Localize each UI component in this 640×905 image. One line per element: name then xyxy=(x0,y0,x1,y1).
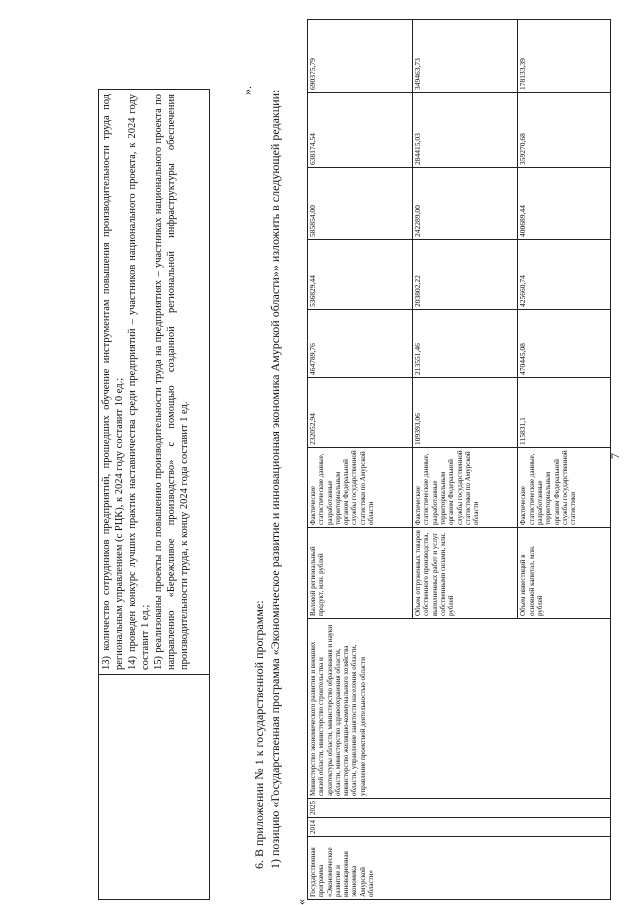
open-quote: « xyxy=(294,899,308,905)
result-item-14: 14) проведен конкурс лучших практик наставничества среди предприятий – участников национального проекта, к 2024 году составит 1 ед.; xyxy=(127,94,151,670)
source-cell: Фактические статистические данные, разработанные территориальным органом Федеральной службы государственной статистики xyxy=(518,448,611,528)
value-cell: 536829,44 xyxy=(308,240,413,310)
page-number: 7 xyxy=(608,453,622,459)
value-cell: 359270,68 xyxy=(518,93,611,168)
responsible-cell: Министерство экономического развития и внешних связей области, министерство строительства и архитектуры области, министерство образования и науки области, министерство здравоохранения области, министерство жилищно-коммунального хозяйства области, управление занятости населения области, управление проектной деятельностью области xyxy=(308,619,611,799)
indicator-cell: Валовой региональный продукт, млн. рублей xyxy=(308,528,413,619)
indicator-cell: Объем инвестиций в основной капитал, млн. рублей xyxy=(518,528,611,619)
value-cell: 464789,76 xyxy=(308,310,413,378)
value-cell: 638174,54 xyxy=(308,93,413,168)
program-table xyxy=(307,19,611,900)
table-row xyxy=(308,20,413,900)
source-cell: Фактические статистические данные, разработанные территориальным органом Федеральной службы государственной статистики по Амурской области xyxy=(308,448,413,528)
value-cell: 284415,03 xyxy=(413,93,518,168)
year-start-cell: 2014 xyxy=(308,818,611,837)
value-cell: 109393,06 xyxy=(413,378,518,448)
year-end-cell: 2025 xyxy=(308,799,611,818)
program-name-cell: Государственная программа «Экономическое развитие и инновационная экономика Амурской области» xyxy=(308,837,611,900)
source-cell: Фактические статистические данные, разработанные территориальным органом Федеральной службы государственной статистики по Амурской области xyxy=(413,448,518,528)
indicator-cell: Объем отгруженных товаров собственного производства, выполненных работ и услуг собственными силами, млн. рублей xyxy=(413,528,518,619)
closing-quote: ». xyxy=(240,86,254,95)
value-cell: 400689,44 xyxy=(518,168,611,240)
value-cell: 232052,94 xyxy=(308,378,413,448)
result-item-13: 13) количество сотрудников предприятий, прошедших обучение инструментам повышения производительности труда под региональным управлением (с РЦК), к 2024 году составит 10 ед.; xyxy=(101,94,125,670)
value-cell: 203802,22 xyxy=(413,240,518,310)
value-cell: 585854,00 xyxy=(308,168,413,240)
value-cell: 425660,74 xyxy=(518,240,611,310)
value-cell: 349463,73 xyxy=(413,20,518,93)
value-cell: 242289,00 xyxy=(413,168,518,240)
previous-table xyxy=(98,89,210,900)
previous-table-row xyxy=(99,90,210,900)
previous-table-empty-cell xyxy=(99,675,210,900)
result-item-15: 15) реализованы проекты по повышению производительности труда на предприятиях – участниках национального проекта по направлению «Бережливое производство» с помощью созданной региональной инфраструктуры обеспечения производительности труда, к концу 2024 года составит 1 ед. xyxy=(153,94,190,670)
previous-table-text-cell xyxy=(99,90,210,675)
value-cell: 213551,46 xyxy=(413,310,518,378)
value-cell: 115831,1 xyxy=(518,378,611,448)
value-cell: 178133,39 xyxy=(518,20,611,93)
section-lead: 1) позицию «Государственная программа «Экономическое развитие и инновационная экономика Амурской области»» изложить в следующей редакции: xyxy=(268,89,282,869)
value-cell: 690375,79 xyxy=(308,20,413,93)
value-cell: 470445,08 xyxy=(518,310,611,378)
section-heading: 6. В приложении № 1 к государственной программе: xyxy=(252,600,266,869)
